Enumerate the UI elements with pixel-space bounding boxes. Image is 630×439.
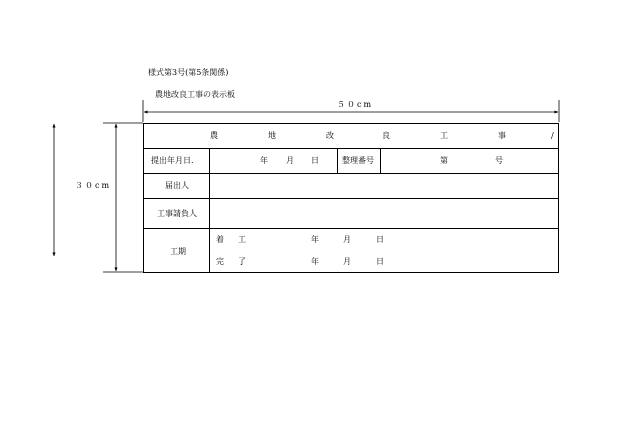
title-char-1: 農 <box>210 131 218 140</box>
title-char-4: 良 <box>382 131 390 140</box>
end-month-label: 月 <box>343 257 351 266</box>
document-title: 農地改良工事の表示板 <box>155 90 235 99</box>
month-label: 月 <box>286 156 294 165</box>
width-label: ５０cm <box>334 101 376 109</box>
row-divider-1 <box>144 148 558 149</box>
start-year-label: 年 <box>311 235 319 244</box>
start-day-label: 日 <box>376 235 384 244</box>
start-char-2: 工 <box>238 235 246 244</box>
row-divider-3 <box>144 198 558 199</box>
mgmt-divider-left <box>337 148 338 173</box>
height-label: ３０cm <box>75 181 112 190</box>
day-label: 日 <box>311 156 319 165</box>
construction-period-label: 工期 <box>170 247 186 256</box>
end-char-2: 了 <box>238 257 246 266</box>
number-prefix: 第 <box>440 156 448 165</box>
year-label: 年 <box>260 156 268 165</box>
row-divider-2 <box>144 173 558 174</box>
title-char-5: 工 <box>440 131 448 140</box>
title-slash: / <box>551 131 554 140</box>
label-column-divider <box>209 148 210 272</box>
start-char-1: 着 <box>216 235 224 244</box>
end-char-1: 完 <box>216 257 224 266</box>
mgmt-divider-right <box>380 148 381 173</box>
submission-date-label: 提出年月日. <box>151 156 194 165</box>
start-month-label: 月 <box>343 235 351 244</box>
sign-board <box>143 123 559 273</box>
form-number: 様式第3号(第5条関係) <box>148 68 229 77</box>
notifier-label: 届出人 <box>165 181 189 190</box>
title-char-6: 事 <box>498 131 506 140</box>
management-number-label: 整理番号 <box>342 156 374 165</box>
end-year-label: 年 <box>311 257 319 266</box>
end-day-label: 日 <box>376 257 384 266</box>
row-divider-4 <box>144 228 558 229</box>
title-char-3: 改 <box>326 131 334 140</box>
contractor-label: 工事請負人 <box>157 209 197 218</box>
title-char-2: 地 <box>268 131 276 140</box>
number-suffix: 号 <box>495 156 503 165</box>
